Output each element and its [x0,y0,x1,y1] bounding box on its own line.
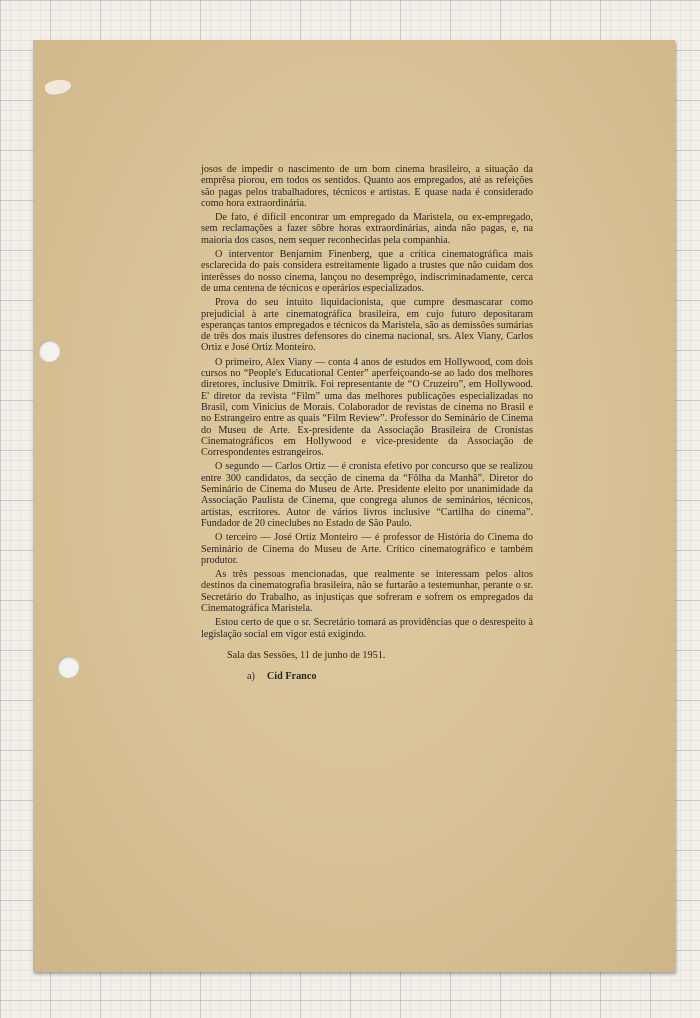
signature-name: Cid Franco [266,671,317,683]
punch-hole-bottom [57,656,79,678]
date-line: Sala das Sessões, 11 de junho de 1951. [227,649,386,661]
paragraph: De fato, é difícil encontrar um empregado da Maristela, ou ex-empregado, sem reclamações a fazer sôbre horas extraordinárias, ainda não pagas, e, na maioria dos casos, nem sequer reconhecidas pela companhia. [201,212,533,246]
paragraph: O terceiro — José Ortiz Monteiro — é professor de História do Cinema do Seminário de Cinema do Museu de Arte. Crítico cinematográfico e também produtor. [201,532,533,566]
punch-hole-top [38,340,60,362]
document-page [33,40,675,972]
body-text [201,164,533,685]
paragraph: O primeiro, Alex Viany — conta 4 anos de estudos em Hollywood, com dois cursos no “People's Educational Center” aperfeiçoando-se ao lado dos melhores diretores, inclusive Dmitrik. Foi representante de “O Cruzeiro”, em Hollywood. E' diretor da revista “Film” uma das melhores publicações especializadas no Brasil, com Vinicius de Morais. Colaborador de revistas de cinema no Brasil e no Estrangeiro entre as quais “Film Review”. Professor do Seminário de Cinema do Museu de Arte. Ex-presidente da Associação Brasileira de Cronistas Cinematográficos em Hollywood e vice-presidente da Associação de Correspondentes estrangeiros. [201,356,533,459]
signature [201,671,533,682]
paragraph: O interventor Benjamim Finenberg, que a crítica cinematográfica mais esclarecida do país considera estreitamente ligado a trustes que não cuidam dos interêsses do nosso cinema, lançou no desemprêgo, indiscriminadamente, cerca de uma centena de técnicos e operários especializados. [201,249,533,294]
paragraph: As três pessoas mencionadas, que realmente se interessam pelos altos destinos da cinematografia brasileira, não se furtarão a testemunhar, perante o sr. Secretário do Trabalho, as injustiças que sofreram e sofrem os empregados da Cinematográfica Maristela. [201,569,533,614]
paragraph: josos de impedir o nascimento de um bom cinema brasileiro, a situação da emprêsa piorou, em todos os sentidos. Quanto aos empregados, até as refeições são pagas pelos trabalhadores, técnicos e artistas. E quase nada é considerado como hora extraordinária. [201,164,533,209]
paragraph: O segundo — Carlos Ortiz — é cronista efetivo por concurso que se realizou entre 300 candidatos, da secção de cinema da “Fôlha da Manhã”. Diretor do Seminário de Cinema do Museu de Arte. Presidente eleito por unanimidade da Associação Paulista de Cinema, que congrega alunos de seminários, técnicos, artistas, escritores. Autor de vários livros inclusive “Cartilha do cinema”. Fundador de 20 cineclubes no Estado de São Paulo. [201,461,533,529]
signature-prefix: a) [247,671,255,683]
paragraph: Prova do seu intuito liquidacionista, que cumpre desmascarar como prejudicial à arte cinematográfica brasileira, em cujo futuro depositaram esperanças tantos empregados e técnicos da Maristela, são as demissões sumárias de três dos mais ilustres defensores do cinema nacional, srs. Alex Viany, Carlos Ortiz e José Ortiz Monteiro. [201,297,533,354]
torn-corner [44,77,72,96]
paragraph: Estou certo de que o sr. Secretário tomará as providências que o desrespeito à legislação social em vigor está exigindo. [201,617,533,640]
